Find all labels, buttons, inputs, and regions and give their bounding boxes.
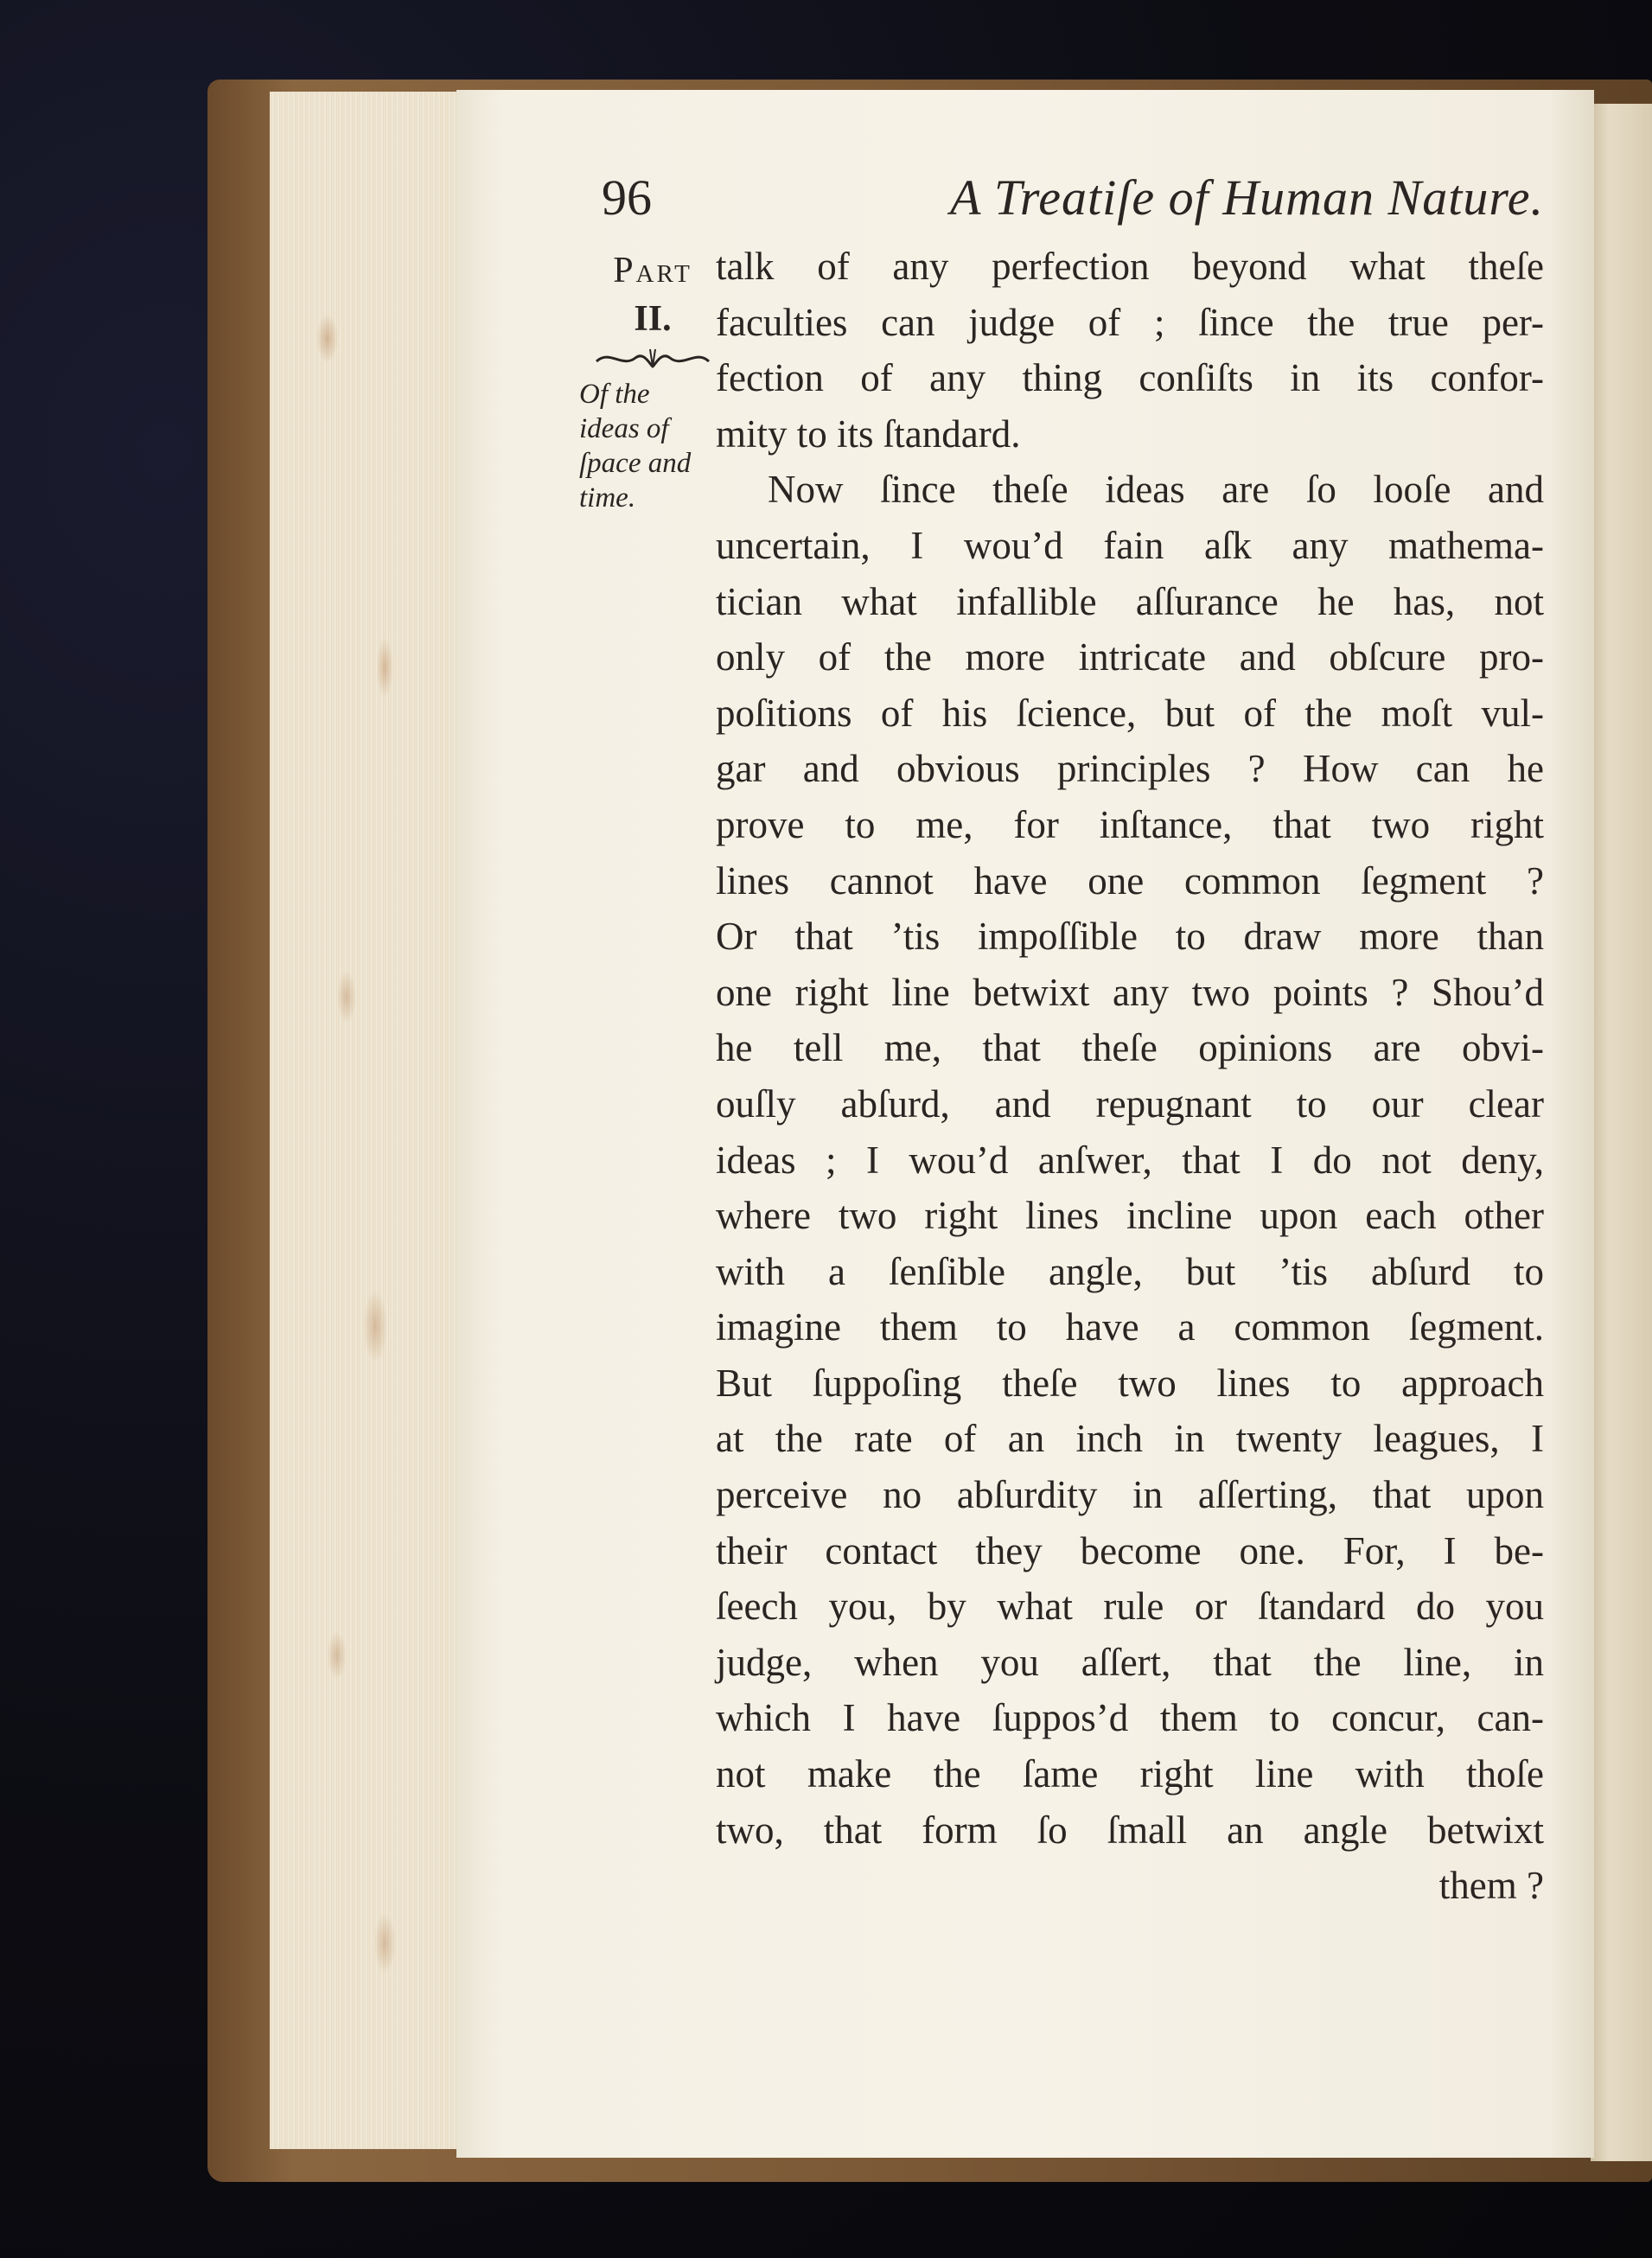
page-number: 96 (602, 169, 652, 226)
text-line: lines cannot have one common ſegment ? (716, 858, 1544, 903)
text-line: with a ſenſible angle, but ’tis abſurd to (716, 1249, 1544, 1293)
text-line: tician what infallible aſſurance he has, not (716, 579, 1544, 623)
text-line: two, that form ſo ſmall an angle betwixt (716, 1808, 1544, 1852)
text-line: uncertain, I wou’d fain aſk any mathema- (716, 523, 1544, 567)
text-line: where two right lines incline upon each other (716, 1194, 1544, 1238)
book-page (456, 90, 1594, 2158)
part-number: II. (634, 299, 672, 339)
text-line: fection of any thing conſiſts in its confor- (716, 356, 1544, 400)
page-edges (270, 92, 462, 2149)
text-line: faculties can judge of ; ſince the true per- (716, 300, 1544, 344)
margin-note (571, 246, 735, 515)
running-title: A Treatiſe of Human Nature. (949, 169, 1544, 226)
sidenote (571, 377, 735, 515)
text-line: ideas ; I wou’d anſwer, that I do not deny, (716, 1138, 1544, 1182)
text-line: But ſuppoſing theſe two lines to approach (716, 1361, 1544, 1405)
text-line: talk of any perfection beyond what theſe (716, 245, 1544, 288)
text-line: poſitions of his ſcience, but of the moſt vul- (716, 691, 1544, 735)
text-line: imagine them to have a common ſegment. (716, 1305, 1544, 1349)
text-line: only of the more intricate and obſcure pro- (716, 635, 1544, 679)
text-line: at the rate of an inch in twenty leagues, I (716, 1417, 1544, 1461)
text-line: Now ſince theſe ideas are ſo looſe and (768, 468, 1544, 512)
sidenote-line: time. (579, 482, 636, 513)
part-label: Part (613, 251, 692, 290)
sidenote-line: ideas of (579, 413, 669, 444)
text-line: them ? (1438, 1864, 1544, 1908)
body-text (716, 239, 1544, 1914)
text-line: judge, when you aſſert, that the line, in (716, 1640, 1544, 1684)
running-head (602, 159, 1544, 237)
sidenote-line: ſpace and (579, 448, 692, 479)
text-line: perceive no abſurdity in aſſerting, that upon (716, 1473, 1544, 1517)
text-line: Or that ’tis impoſſible to draw more than (716, 915, 1544, 959)
text-line: one right line betwixt any two points ? Shou’d (716, 970, 1544, 1014)
text-line: their contact they become one. For, I be- (716, 1528, 1544, 1572)
text-line: he tell me, that theſe opinions are obvi- (716, 1026, 1544, 1070)
text-line: not make the ſame right line with thoſe (716, 1752, 1544, 1796)
text-line: which I have ſuppos’d them to concur, can- (716, 1696, 1544, 1740)
text-line: ſeech you, by what rule or ſtandard do you (716, 1585, 1544, 1629)
sidenote-line: Of the (579, 379, 650, 410)
text-line: mity to its ſtandard. (716, 411, 1021, 456)
text-line: gar and obvious principles ? How can he (716, 747, 1544, 791)
facing-page-edge (1591, 104, 1652, 2161)
text-line: prove to me, for inſtance, that two right (716, 802, 1544, 846)
flourish-ornament (588, 342, 718, 377)
text-line: ouſly abſurd, and repugnant to our clear (716, 1081, 1544, 1126)
